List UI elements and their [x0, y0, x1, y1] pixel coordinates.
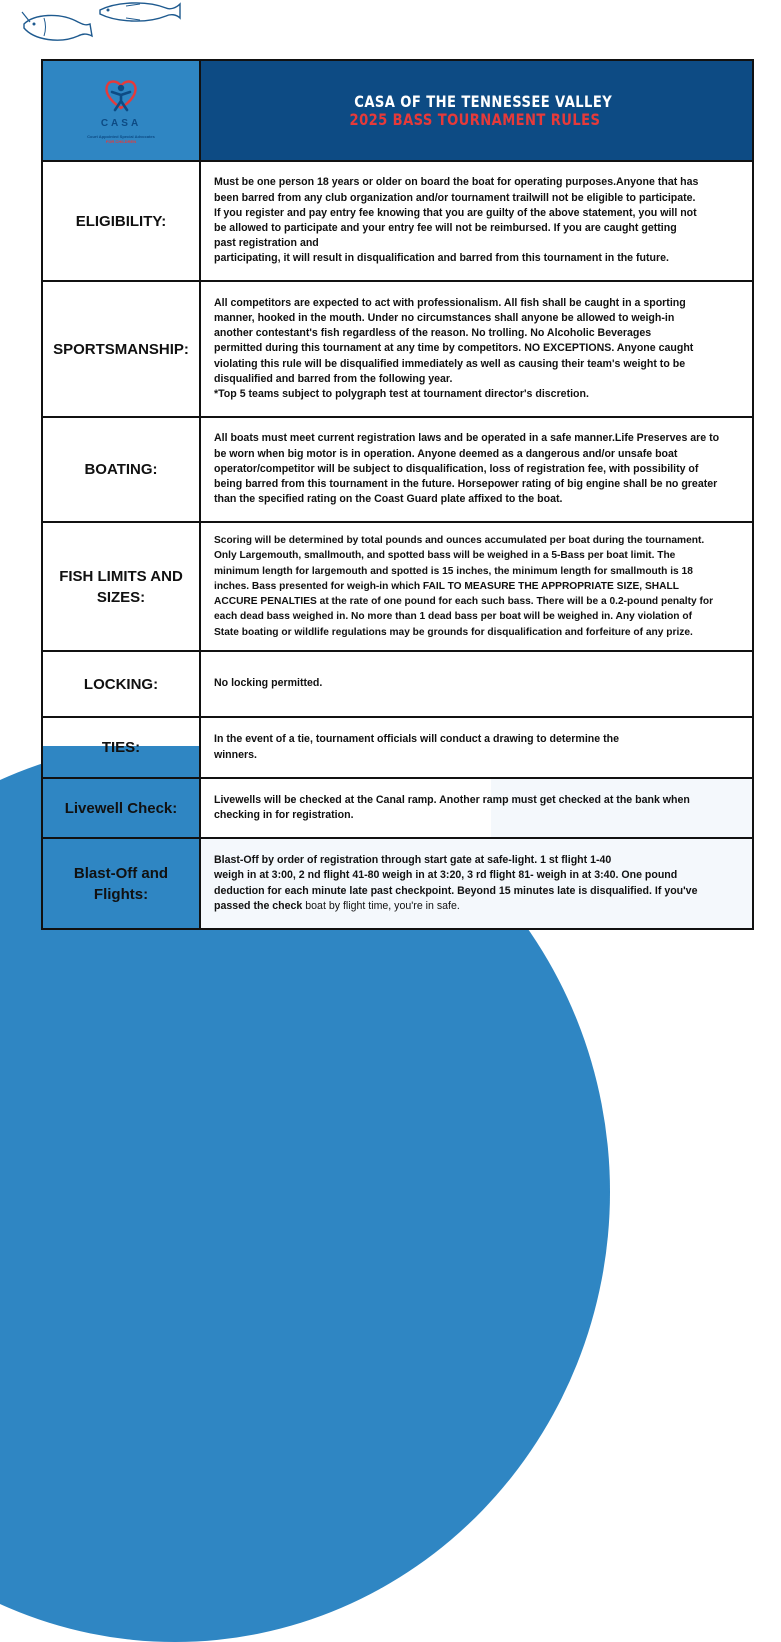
rules-table — [41, 59, 754, 930]
rule-text: Blast-Off by order of registration through start gate at safe-light. 1 st flight 1-40 weigh in at 3:00, 2 nd flight 41-80 weigh in at 3:20, 3 rd flight 81- weigh in at 3:40. One pound deduction for each minute late past checkpoint. Beyond 15 minutes late is disqualified. If you've passed the check boat by flight time, you're in safe. — [201, 839, 752, 928]
rule-row-fish-limits — [43, 521, 752, 650]
rule-row-livewell — [43, 777, 752, 837]
logo-cell — [43, 61, 201, 160]
rule-row-sportsmanship — [43, 280, 752, 416]
fish-icon — [96, 0, 184, 26]
casa-logo — [87, 78, 155, 144]
rule-row-ties — [43, 716, 752, 777]
rule-label: Blast-Off and Flights: — [43, 839, 201, 928]
rule-label: LOCKING: — [43, 652, 201, 716]
logo-tagline-secondary: FOR CHILDREN — [105, 138, 137, 144]
page-subtitle: 2025 BASS TOURNAMENT RULES — [349, 109, 601, 129]
page-title: CASA OF THE TENNESSEE VALLEY — [354, 92, 612, 112]
rule-label: BOATING: — [43, 418, 201, 521]
logo-tagline: Court Appointed Special Advocates — [87, 133, 155, 139]
fish-icon — [20, 6, 95, 46]
rule-text: In the event of a tie, tournament officials will conduct a drawing to determine the winners. — [201, 718, 752, 777]
rule-row-eligibility — [43, 160, 752, 280]
rule-text: Scoring will be determined by total pounds and ounces accumulated per boat during the tournament. Only Largemouth, smallmouth, and spotted bass will be weighed in a 5-Bass per boat limit. The minimum length for largemouth and spotted is 15 inches, the minimum length for smallmouth is 18 inches. Bass presented for weigh-in which FAIL TO MEASURE THE APPROPRIATE SIZE, SHALL ACCURE PENALTIES at the rate of one pound for each such bass. There will be a 0.2-pound penalty for each dead bass weighed in. No more than 1 dead bass per boat will be weighed in. Any violation of State boating or wildlife regulations may be grounds for disqualification and forfeiture of any prize. — [201, 523, 752, 650]
rule-label: ELIGIBILITY: — [43, 162, 201, 280]
heart-person-icon — [103, 78, 139, 112]
rule-text: All boats must meet current registration laws and be operated in a safe manner.Life Preserves are to be worn when big motor is in operation. Anyone deemed as a dangerous and/or unsafe boat operator/competitor will be subject to disqualification, loss of registration fee, with possibility of being barred from this tournament in the future. Horsepower rating of big engine shall be no greater than the specified rating on the Coast Guard plate affixed to the boat. — [201, 418, 752, 521]
rule-row-locking — [43, 650, 752, 716]
header-row — [43, 61, 752, 160]
rule-label: FISH LIMITS AND SIZES: — [43, 523, 201, 650]
rule-text: Livewells will be checked at the Canal ramp. Another ramp must get checked at the bank when checking in for registration. — [201, 779, 752, 837]
title-cell — [201, 61, 752, 160]
logo-text: CASA — [100, 117, 142, 129]
rule-row-blast-off — [43, 837, 752, 928]
rule-text: Must be one person 18 years or older on board the boat for operating purposes.Anyone that has been barred from any club organization and/or tournament trailwill not be eligible to participate. If you register and pay entry fee knowing that you are guilty of the above statement, you will not be allowed to participate and your entry fee will not be reimbursed. If you are caught getting past registration and participating, it will result in disqualification and barred from this tournament in the future. — [201, 162, 752, 280]
rule-label: TIES: — [43, 718, 201, 777]
rule-label: Livewell Check: — [43, 779, 201, 837]
rule-row-boating — [43, 416, 752, 521]
rule-text: All competitors are expected to act with professionalism. All fish shall be caught in a sporting manner, hooked in the mouth. Under no circumstances shall anyone be allowed to weigh-in another contestant's fish regardless of the reason. No trolling. No Alcoholic Beverages permitted during this tournament at any time by competitors. NO EXCEPTIONS. Anyone caught violating this rule will be disqualified immediately as well as causing their team's weight to be disqualified and barred from the following year. *Top 5 teams subject to polygraph test at tournament director's discretion. — [201, 282, 752, 416]
rule-label: SPORTSMANSHIP: — [43, 282, 201, 416]
rule-text: No locking permitted. — [201, 652, 752, 716]
